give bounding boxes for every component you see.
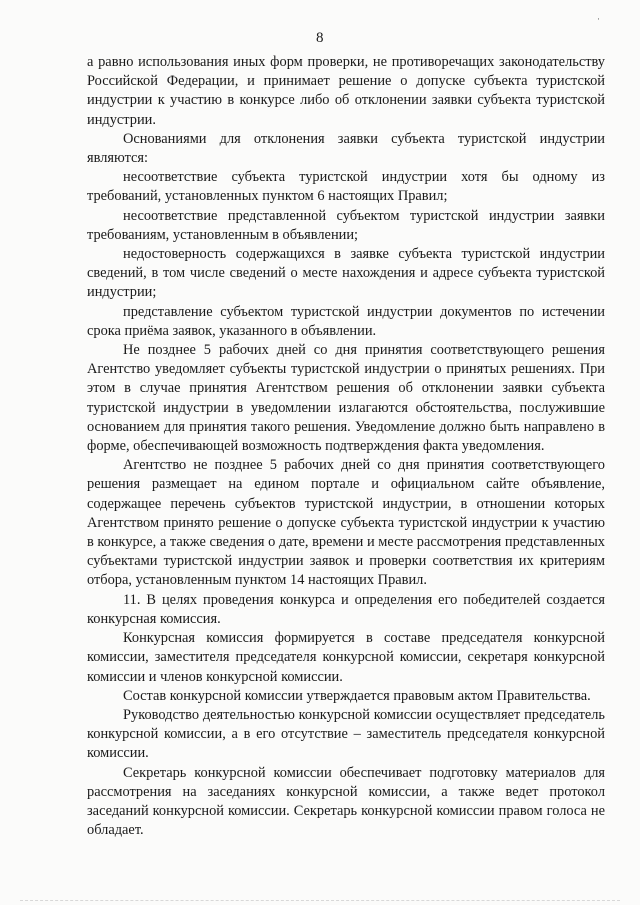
paragraph: Конкурсная комиссия формируется в составе председателя конкурсной комиссии, заместителя председателя конкурсной комиссии, секретаря конкурсной комиссии и членов конкурсной комиссии. (87, 630, 605, 685)
document-body (87, 53, 605, 840)
paragraph: Секретарь конкурсной комиссии обеспечивает подготовку материалов для рассмотрения на заседаниях конкурсной комиссии, а также ведет протокол заседаний конкурсной комиссии. Секретарь конкурсной комиссии правом голоса не обладает. (87, 764, 605, 839)
paragraph: представление субъектом туристской индустрии документов по истечении срока приёма заявок, указанного в объявлении. (87, 303, 605, 339)
paragraph: Агентство не позднее 5 рабочих дней со дня принятия соответствующего решения размещает на едином портале и официальном сайте объявление, содержащее перечень субъектов туристской индустрии, в отношении которых Агентством принято решение о допуске субъекта туристской индустрии к участию в конкурсе, а также сведения о дате, времени и месте рассмотрения представленных субъектами туристской индустрии заявок и проверки соответствия их критериям отбора, установленным пунктом 14 настоящих Правил. (87, 457, 605, 589)
paragraph: несоответствие субъекта туристской индустрии хотя бы одному из требований, установленных пунктом 6 настоящих Правил; (87, 169, 605, 205)
page-number: 8 (316, 30, 324, 46)
corner-mark: · (597, 14, 600, 24)
paragraph: а равно использования иных форм проверки, не противоречащих законодательству Российской Федерации, и принимает решение о допуске субъекта туристской индустрии к участию в конкурсе либо об отклонении заявки субъекта туристской индустрии. (87, 54, 605, 128)
paragraph: Руководство деятельностью конкурсной комиссии осуществляет председатель конкурсной комиссии, а в его отсутствие – заместитель председателя конкурсной комиссии. (87, 706, 605, 762)
paragraph: Основаниями для отклонения заявки субъекта туристской индустрии являются: (87, 130, 605, 167)
paragraph: недостоверность содержащихся в заявке субъекта туристской индустрии сведений, в том числе сведений о месте нахождения и адресе субъекта туристской индустрии; (87, 246, 605, 301)
scan-artifact-line (20, 896, 620, 901)
paragraph: Состав конкурсной комиссии утверждается правовым актом Правительства. (123, 687, 591, 704)
paragraph: 11. В целях проведения конкурса и определения его победителей создается конкурсная комиссия. (87, 591, 605, 627)
paragraph: Не позднее 5 рабочих дней со дня принятия соответствующего решения Агентство уведомляет субъекты туристской индустрии о принятых решениях. При этом в случае принятия Агентством решения об отклонении заявки субъекта туристской индустрии в уведомлении излагаются обстоятельства, послужившие основанием для принятия такого решения. Уведомление должно быть направлено в форме, обеспечивающей возможность подтверждения факта уведомления. (87, 342, 605, 455)
paragraph: несоответствие представленной субъектом туристской индустрии заявки требованиям, установленным в объявлении; (87, 207, 605, 243)
